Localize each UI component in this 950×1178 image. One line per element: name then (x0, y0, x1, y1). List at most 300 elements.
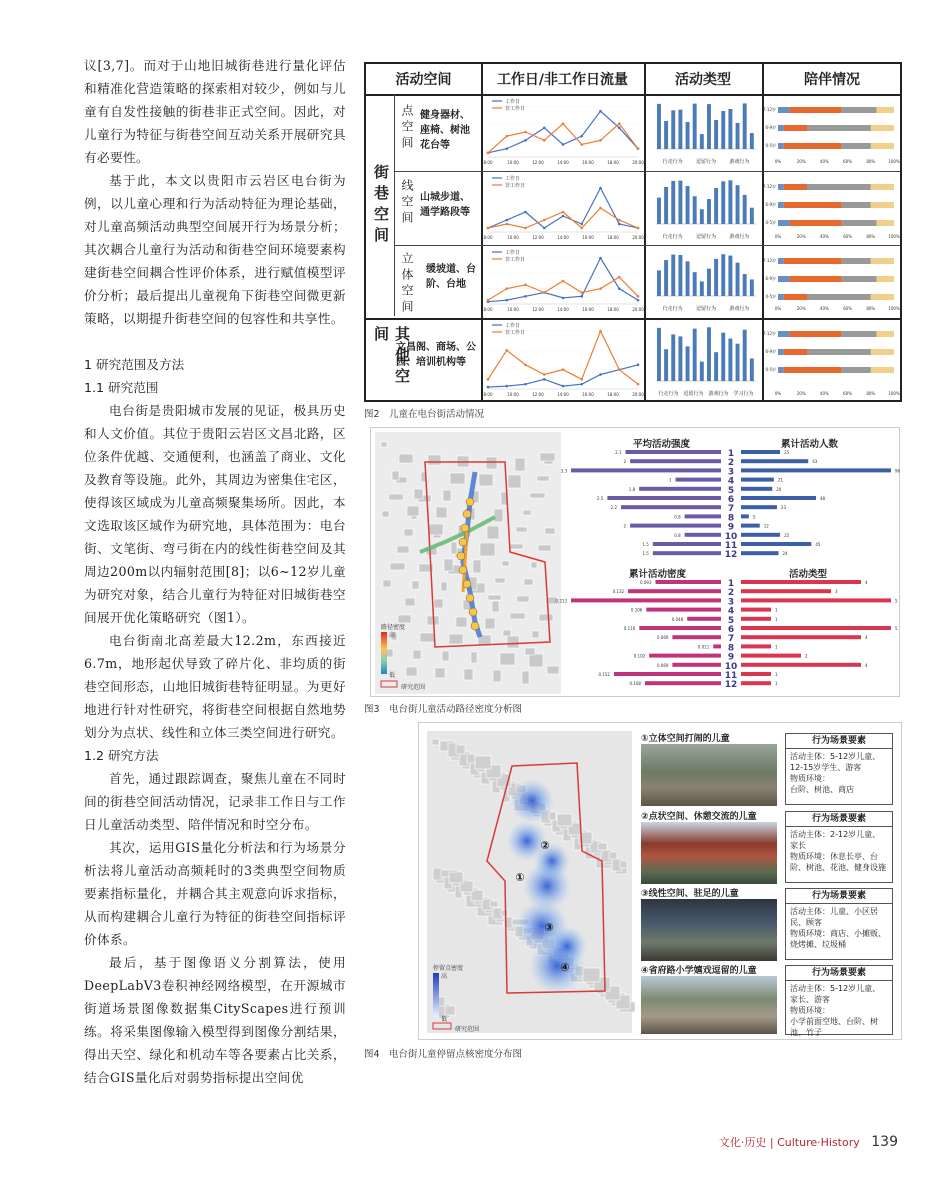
density-bar (645, 681, 721, 685)
people-value: 21 (777, 477, 783, 483)
activity-bar (657, 328, 661, 381)
building-block (485, 618, 495, 629)
companion-segment (842, 367, 871, 373)
page-number: 139 (871, 1134, 898, 1150)
activity-bar (693, 104, 697, 149)
density-value: 0.069 (656, 635, 669, 641)
companion-tick: 40% (819, 159, 829, 164)
category-label: 2 (727, 588, 735, 599)
map-legend-title: 路径密度 (381, 624, 406, 631)
workday-point (505, 299, 508, 302)
building-block (480, 543, 495, 556)
path-node (463, 510, 471, 518)
density-value: 0.069 (656, 662, 669, 668)
scene-photo-4 (641, 976, 777, 1034)
activity-bar (743, 330, 747, 381)
path-node (463, 580, 471, 588)
header-companion: 陪伴情况 (804, 72, 860, 88)
intensity-bar (676, 478, 721, 482)
companion-row-label: 0-5岁 (765, 220, 776, 225)
building-block (547, 666, 559, 674)
workday-point (487, 386, 490, 389)
paragraph: 电台街南北高差最大12.2m，东西接近6.7m，地形起伏导致了碎片化、非均质的街巷空间形态，山地旧城街巷特征明显。为更好地进行针对性研究，将街巷空间根据自然地势划分为点状、线性和立体三类空间进行研究。 (84, 633, 346, 740)
density-value: 0.011 (697, 644, 710, 650)
chart-title-people: 累计活动人数 (781, 439, 839, 450)
companion-segment (790, 276, 842, 282)
x-tick-label: 18:00 (607, 392, 619, 397)
building-block (407, 506, 419, 516)
people-bar (741, 459, 808, 463)
building-block (382, 511, 389, 517)
kernel-density-map (427, 731, 632, 1033)
people-value: 45 (815, 542, 821, 547)
building-block (433, 868, 442, 880)
building-block (508, 475, 521, 488)
companion-segment (784, 125, 807, 131)
x-tick-label: 14:00 (557, 160, 569, 165)
scene-photo-1 (641, 744, 777, 806)
map-legend-range: 研究范围 (401, 684, 426, 691)
x-tick-label: 16:00 (582, 235, 594, 240)
legend-nonworkday: 非工作日 (505, 183, 526, 189)
subsection-heading: 1.1 研究范围 (84, 380, 159, 395)
nonworkday-point (487, 152, 490, 155)
activity-bar (664, 260, 668, 296)
companion-segment (784, 143, 842, 149)
nonworkday-point (543, 219, 546, 222)
activity-bar (664, 187, 668, 224)
companion-row-label: 6-9岁 (765, 202, 776, 207)
types-bar (741, 672, 771, 676)
activity-bar (657, 198, 661, 224)
row-desc: 健身器材、座椅、树池花台等 (420, 110, 470, 151)
x-tick-label: 12:00 (532, 160, 544, 165)
subsection-heading: 1.2 研究方法 (84, 748, 159, 763)
activity-bar (700, 281, 704, 296)
people-bar (741, 514, 749, 518)
building-block (449, 634, 463, 644)
building-block (486, 457, 497, 469)
nonworkday-point (637, 383, 640, 386)
nonworkday-point (618, 122, 621, 125)
map-legend-low: 低 (389, 672, 396, 679)
map-marker-4: ④ (560, 961, 570, 974)
legend-workday: 工作日 (505, 250, 521, 256)
workday-point (580, 135, 583, 138)
activity-bar (657, 104, 661, 149)
header-activity-type: 活动类型 (675, 72, 731, 88)
nonworkday-point (505, 287, 508, 290)
types-value: 4 (865, 662, 868, 668)
scene-header: 行为场景要素 (786, 889, 892, 904)
scene-body: 活动主体：2-12岁儿童、家长 物质环境：休息长亭、台阶、树池、花池、健身设施 (790, 830, 886, 872)
nonworkday-point (580, 143, 583, 146)
density-bar (649, 654, 721, 658)
types-value: 2 (805, 653, 808, 659)
companion-segment (842, 331, 877, 337)
category-label: 8 (727, 643, 735, 654)
activity-bar (707, 269, 711, 296)
x-tick-label: 16:00 (582, 307, 594, 312)
building-block (598, 843, 607, 850)
category-label: 11 (724, 541, 738, 551)
footer-section: 文化·历史 | Culture·History (718, 1136, 860, 1149)
figure-2-caption: 图2 儿童在电台街活动情况 (364, 409, 485, 420)
activity-bar (721, 254, 725, 296)
row-label-line: 线空间 (400, 179, 414, 227)
building-block (557, 814, 572, 826)
building-block (502, 561, 509, 566)
scene-header: 行为场景要素 (786, 812, 892, 827)
nonworkday-point (599, 287, 602, 290)
building-block (583, 968, 600, 982)
companion-segment (778, 294, 784, 300)
companion-segment (807, 349, 871, 355)
activity-bar (714, 352, 718, 381)
nonworkday-line (488, 124, 638, 153)
companion-segment (807, 294, 871, 300)
workday-point (580, 223, 583, 226)
companion-segment (871, 294, 894, 300)
building-block (495, 578, 505, 583)
types-bar (741, 681, 771, 685)
chart-title-intensity: 平均活动强度 (633, 439, 691, 450)
activity-bar (721, 181, 725, 224)
scene-box-2 (785, 811, 893, 883)
intensity-value: 1 (668, 477, 672, 483)
path-density-map (375, 432, 561, 694)
x-tick-label: 12:00 (532, 392, 544, 397)
legend-workday: 工作日 (505, 176, 521, 182)
people-value: 25 (784, 532, 790, 538)
x-tick-label: 20:00 (632, 392, 644, 397)
bar-group-label: 逗留行为 (695, 159, 717, 165)
types-value: 3 (835, 589, 838, 595)
page-footer (719, 1134, 898, 1150)
activity-bar (671, 334, 675, 381)
nonworkday-point (580, 291, 583, 294)
category-label: 4 (727, 476, 735, 487)
building-block (517, 596, 529, 602)
map-legend-high: 高 (441, 973, 448, 980)
people-bar (741, 551, 779, 555)
bar-group-label: 逗留行为 (695, 234, 717, 240)
companion-segment (807, 125, 871, 131)
people-bar (741, 450, 780, 454)
companion-segment (784, 367, 842, 373)
companion-tick: 0% (774, 306, 782, 311)
types-value: 1 (775, 672, 778, 677)
building-block (503, 630, 511, 636)
building-block (442, 651, 449, 661)
activity-bar (657, 270, 661, 296)
density-value: 0.152 (598, 672, 610, 677)
scene-body: 活动主体：5-12岁儿童、家长、游客 物质环境： 小学前面空地、台阶、树池、竹子 (790, 984, 881, 1037)
map-marker-3: ③ (544, 921, 554, 934)
nonworkday-point (524, 364, 527, 367)
people-bar (741, 468, 891, 472)
workday-point (618, 127, 621, 130)
building-block (537, 476, 549, 481)
bar-group-label: 游戏行为 (729, 159, 750, 165)
density-bar (672, 663, 721, 667)
building-block (516, 527, 527, 532)
building-block (450, 473, 465, 484)
activity-bar (714, 120, 718, 149)
bar-group-label: 逗留行为 (683, 391, 704, 397)
types-bar (741, 654, 801, 658)
category-label: 10 (724, 661, 738, 672)
row-label-point: 点空间 (400, 104, 414, 152)
map-marker-2: ② (540, 839, 550, 852)
companion-row-label: 7-12岁 (762, 107, 776, 112)
density-bar (646, 608, 721, 612)
people-bar (741, 496, 816, 500)
nonworkday-point (618, 219, 621, 222)
bar-group-label: 行走行为 (662, 159, 683, 165)
scene-title-3: ③线性空间、驻足的儿童 (641, 889, 739, 899)
legend-workday: 工作日 (505, 323, 521, 329)
bar-group-label: 游戏行为 (729, 306, 750, 312)
activity-bar (721, 111, 725, 149)
companion-segment (784, 349, 807, 355)
header-activity-space: 活动空间 (395, 72, 452, 88)
paragraph: 基于此，本文以贵阳市云岩区电台街为例，以儿童心理和行为活动特征为理论基础，对儿童高频活动典型空间展开行为场景分析；其次耦合儿童行为活动和街巷空间环境要素构建街巷空间耦合性评价体系，进行赋值模型评价分析；最后提出儿童视角下街巷空间微更新策略，以期提升街巷空间的包容性和共享性。 (84, 173, 346, 326)
companion-tick: 20% (796, 306, 806, 311)
nonworkday-point (543, 373, 546, 376)
companion-segment (790, 220, 842, 226)
companion-segment (778, 143, 784, 149)
companion-segment (778, 202, 784, 208)
intensity-bar (630, 524, 721, 528)
building-block (456, 745, 465, 754)
types-bar (741, 635, 861, 639)
types-value: 4 (865, 635, 868, 641)
workday-point (543, 127, 546, 130)
activity-bar (700, 209, 704, 224)
workday-point (580, 295, 583, 298)
workday-point (637, 299, 640, 302)
scene-photo-2 (641, 822, 777, 884)
types-bar (741, 644, 771, 648)
companion-segment (842, 202, 871, 208)
companion-tick: 80% (866, 306, 876, 311)
density-value: 0.108 (629, 681, 641, 687)
paragraph: 其次，运用GIS量化分析法和行为场景分析法将儿童活动高频耗时的3类典型空间物质要素指标量化，并耦合其主观意向诉求指标，从而构建耦合儿童行为特征的街巷空间指标评价体系。 (84, 840, 346, 947)
companion-row-label: 0-5岁 (765, 143, 776, 148)
category-label: 9 (727, 522, 735, 533)
types-value: 5 (895, 598, 898, 604)
building-block (456, 617, 467, 627)
building-block (525, 648, 535, 655)
workday-point (599, 373, 602, 376)
companion-segment (790, 331, 842, 337)
activity-bar (736, 185, 740, 224)
activity-bar (686, 346, 690, 381)
building-block (420, 633, 435, 642)
category-label: 3 (727, 467, 735, 478)
building-block (530, 493, 545, 498)
types-value: 1 (775, 644, 778, 650)
nonworkday-point (562, 280, 565, 283)
companion-segment (778, 184, 784, 190)
legend-colorbar (433, 973, 439, 1017)
workday-point (505, 219, 508, 222)
nonworkday-point (637, 147, 640, 150)
companion-row-label: 0-5岁 (765, 294, 776, 299)
companion-segment (877, 220, 894, 226)
companion-segment (778, 125, 784, 131)
legend-workday: 工作日 (505, 99, 521, 105)
category-label: 10 (724, 531, 738, 542)
figure-4-kernel-density (418, 722, 902, 1040)
x-tick-label: 16:00 (582, 160, 594, 165)
building-block (471, 652, 477, 663)
bar-group-label: 行走行为 (662, 234, 683, 240)
building-block (509, 544, 523, 549)
types-bar (741, 598, 891, 602)
activity-bar (743, 195, 747, 224)
people-value: 20 (776, 486, 782, 492)
building-block (493, 670, 501, 682)
workday-line (488, 365, 638, 387)
legend-nonworkday: 非工作日 (505, 257, 526, 263)
row-desc: 山城步道、通学路段等 (420, 192, 470, 218)
companion-segment (784, 258, 842, 264)
companion-segment (778, 220, 790, 226)
density-bar (656, 580, 721, 584)
companion-segment (778, 276, 790, 282)
activity-bar (721, 333, 725, 381)
row-desc: 缓坡道、台阶、台地 (426, 264, 476, 290)
activity-bar (750, 208, 754, 224)
companion-tick: 100% (888, 159, 900, 164)
people-bar (741, 505, 777, 509)
building-block (529, 654, 543, 667)
people-bar (741, 478, 774, 482)
companion-tick: 40% (819, 234, 829, 239)
intensity-value: 1.8 (628, 486, 636, 492)
building-block (392, 471, 399, 480)
category-label: 8 (727, 513, 735, 524)
x-tick-label: 20:00 (632, 160, 644, 165)
intensity-bar (639, 487, 721, 491)
paragraph: 电台街是贵阳城市发展的见证，极具历史和人文价值。其位于贵阳云岩区文昌北路，区位条件优越、交通便利，也涵盖了商业、文化及教育等设施。此外，其周边为密集住宅区，使得该区域成为儿童高频聚集场所。因此，本文选取该区域作为研究地，具体范围为：电台街、文笔街、弯弓街在内的线性街巷空间及其周边200m以内辐射范围[8]；以6~12岁儿童为研究对象，结合儿童行为特征对旧城街巷空间展开优化策略研究（图1）。 (84, 403, 346, 625)
map-graphics (427, 731, 632, 1033)
companion-segment (871, 143, 894, 149)
path-node (461, 524, 469, 532)
activity-bar (750, 133, 754, 149)
companion-tick: 80% (866, 234, 876, 239)
building-block (406, 667, 417, 676)
x-tick-label: 20:00 (632, 235, 644, 240)
companion-row-label: 6-9岁 (765, 276, 776, 281)
category-label: 7 (727, 504, 735, 515)
activity-bar (714, 259, 718, 296)
intensity-bar (653, 551, 721, 555)
companion-tick: 20% (796, 234, 806, 239)
path-node (466, 498, 474, 506)
activity-bar (728, 339, 732, 381)
map-legend-title: 停留点密度 (433, 965, 464, 972)
building-block (510, 613, 525, 619)
category-label: 5 (727, 615, 735, 626)
category-label: 1 (727, 449, 735, 459)
x-tick-label: 10:00 (507, 307, 519, 312)
category-label: 12 (724, 550, 738, 561)
category-label: 3 (727, 597, 735, 608)
density-value: 0.132 (612, 589, 625, 595)
activity-bar (671, 181, 675, 224)
workday-point (618, 223, 621, 226)
workday-point (562, 143, 565, 146)
workday-point (599, 187, 602, 190)
path-node (459, 566, 467, 574)
density-bar (639, 626, 721, 630)
activity-bar (728, 180, 732, 224)
nonworkday-point (505, 135, 508, 138)
x-tick-label: 18:00 (607, 235, 619, 240)
building-block (412, 581, 419, 589)
x-tick-label: 8:00 (483, 160, 493, 165)
workday-point (524, 139, 527, 142)
intensity-value: 2.2 (610, 505, 617, 511)
density-value: 0.093 (640, 580, 652, 585)
legend-range-swatch (433, 1023, 451, 1029)
building-block (435, 668, 445, 678)
nonworkday-point (637, 227, 640, 230)
intensity-value: 2 (623, 459, 627, 465)
building-block (383, 580, 391, 587)
scene-body: 活动主体：儿童、小区居民、顾客 物质环境：商店、小摊贩、烧烤摊、垃圾桶 (790, 907, 886, 949)
category-label: 6 (727, 495, 735, 505)
workday-point (599, 110, 602, 113)
building-block (428, 455, 441, 465)
activity-bar (707, 199, 711, 224)
workday-line (488, 188, 638, 228)
activity-bar (678, 110, 682, 149)
companion-tick: 80% (866, 391, 876, 396)
companion-row-label: 7-12岁 (762, 331, 776, 336)
density-bar (713, 644, 721, 648)
types-bar (741, 617, 771, 621)
types-bar (741, 608, 771, 612)
scene-body: 活动主体：5-12岁儿童、12-15岁学生、游客 物质环境： 台阶、树池、商店 (790, 752, 881, 794)
nonworkday-point (562, 368, 565, 371)
workday-point (543, 378, 546, 381)
x-tick-label: 14:00 (557, 307, 569, 312)
companion-segment (790, 107, 842, 113)
activity-bar (664, 349, 668, 381)
companion-row-label: 7-12岁 (762, 184, 776, 189)
nonworkday-line (488, 331, 638, 384)
activity-bar (664, 121, 668, 149)
companion-segment (842, 220, 877, 226)
legend-colorbar (381, 632, 387, 674)
intensity-value: 0.8 (674, 514, 681, 520)
companion-segment (842, 258, 871, 264)
path-node (469, 608, 477, 616)
scene-header: 行为场景要素 (786, 734, 892, 749)
category-label: 2 (727, 458, 735, 469)
building-block (464, 669, 473, 680)
building-block (479, 474, 493, 486)
map-legend-high: 高 (389, 632, 396, 639)
chart-title-density: 累计活动密度 (629, 569, 687, 580)
people-value: 5 (752, 514, 756, 520)
activity-bar (693, 329, 697, 381)
activity-bar (714, 188, 718, 224)
